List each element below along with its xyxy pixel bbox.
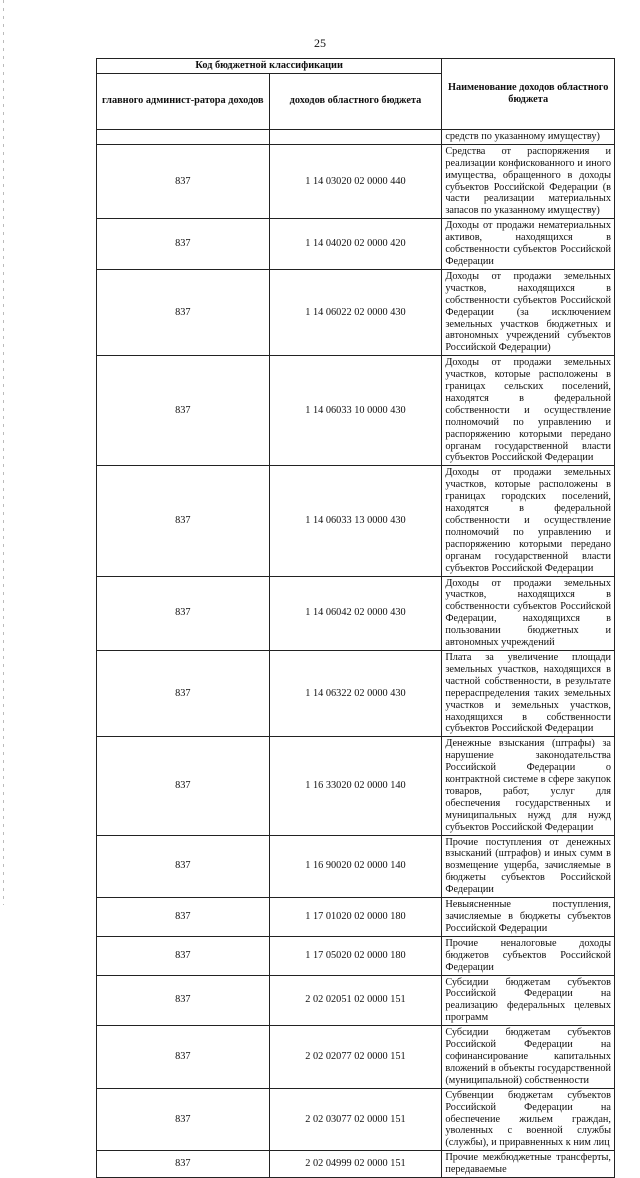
admin-code-cell: 837	[97, 650, 270, 736]
income-name-cell: Средства от распоряжения и реализации конфискованного и иного имущества, обращенного в доходы субъектов Российской Федерации (в части реализации материальных запасов по указанному имуществу)	[442, 144, 615, 218]
income-code-cell: 2 02 02051 02 0000 151	[269, 975, 442, 1026]
income-code-cell: 2 02 04999 02 0000 151	[269, 1151, 442, 1178]
table-row	[97, 835, 615, 898]
table-row	[97, 1088, 615, 1151]
income-name-cell: Прочие неналоговые доходы бюджетов субъектов Российской Федерации	[442, 936, 615, 975]
table-row	[97, 975, 615, 1026]
admin-code-cell: 837	[97, 1151, 270, 1178]
admin-code-cell: 837	[97, 576, 270, 650]
table-row	[97, 466, 615, 576]
income-name-cell: Доходы от продажи нематериальных активов, находящихся в собственности субъектов Российской Федерации	[442, 219, 615, 270]
admin-code-cell: 837	[97, 269, 270, 355]
income-name-cell: Доходы от продажи земельных участков, которые расположены в границах сельских поселений, находятся в федеральной собственности и осуществление полномочий по управлению и распоряжению которыми передано органам государственной власти субъектов Российской Федерации	[442, 356, 615, 466]
income-code-cell: 1 16 90020 02 0000 140	[269, 835, 442, 898]
income-code-cell: 1 14 06033 10 0000 430	[269, 356, 442, 466]
income-name-cell: Доходы от продажи земельных участков, находящихся в собственности субъектов Российской Федерации (за исключением земельных участков бюджетных и автономных учреждений субъектов Российской Федерации)	[442, 269, 615, 355]
income-name-cell: Прочие межбюджетные трансферты, передаваемые	[442, 1151, 615, 1178]
admin-code-cell: 837	[97, 219, 270, 270]
admin-code-cell: 837	[97, 356, 270, 466]
income-name-cell: Прочие поступления от денежных взысканий (штрафов) и иных сумм в возмещение ущерба, зачисляемые в бюджеты субъектов Российской Федерации	[442, 835, 615, 898]
budget-classification-table	[96, 58, 615, 1178]
income-name-cell: Невыясненные поступления, зачисляемые в бюджеты субъектов Российской Федерации	[442, 898, 615, 937]
table-row	[97, 129, 615, 144]
income-code-cell: 1 14 04020 02 0000 420	[269, 219, 442, 270]
table-row	[97, 219, 615, 270]
income-name-cell: Субвенции бюджетам субъектов Российской Федерации на обеспечение жильем граждан, уволенных с военной службы (службы), и приравненных к ним лиц	[442, 1088, 615, 1151]
income-name-cell: Субсидии бюджетам субъектов Российской Федерации на реализацию федеральных целевых программ	[442, 975, 615, 1026]
table-row	[97, 1026, 615, 1089]
income-name-cell: Плата за увеличение площади земельных участков, находящихся в частной собственности, в результате перераспределения таких земельных участков и земельных участков, находящихся в собственности субъектов Российской Федерации	[442, 650, 615, 736]
admin-code-cell: 837	[97, 737, 270, 835]
income-name-cell: средств по указанному имуществу)	[442, 129, 615, 144]
admin-code-cell: 837	[97, 835, 270, 898]
header-income-column: доходов областного бюджета	[269, 73, 442, 129]
header-group-budget-code: Код бюджетной классификации	[97, 59, 442, 74]
table-row	[97, 1151, 615, 1178]
income-name-cell: Денежные взыскания (штрафы) за нарушение законодательства Российской Федерации о контрактной системе в сфере закупок товаров, работ, услуг для обеспечения государственных и муниципальных нужд для нужд субъектов Российской Федерации	[442, 737, 615, 835]
income-code-cell: 1 14 06042 02 0000 430	[269, 576, 442, 650]
header-name-column: Наименование доходов областного бюджета	[442, 59, 615, 130]
table-row	[97, 144, 615, 218]
header-admin-column: главного админист-ратора доходов	[97, 73, 270, 129]
admin-code-cell	[97, 129, 270, 144]
table-row	[97, 269, 615, 355]
table-row	[97, 737, 615, 835]
admin-code-cell: 837	[97, 466, 270, 576]
income-code-cell: 1 16 33020 02 0000 140	[269, 737, 442, 835]
income-code-cell	[269, 129, 442, 144]
table-row	[97, 650, 615, 736]
income-code-cell: 1 17 01020 02 0000 180	[269, 898, 442, 937]
page-number: 25	[314, 36, 326, 50]
income-code-cell: 1 14 06022 02 0000 430	[269, 269, 442, 355]
income-name-cell: Субсидии бюджетам субъектов Российской Федерации на софинансирование капитальных вложений в объекты государственной (муниципальной) собственности	[442, 1026, 615, 1089]
admin-code-cell: 837	[97, 1088, 270, 1151]
income-code-cell: 2 02 02077 02 0000 151	[269, 1026, 442, 1089]
income-name-cell: Доходы от продажи земельных участков, которые расположены в границах городских поселений, находятся в федеральной собственности и осуществление полномочий по управлению и распоряжению которыми передано органам государственной власти субъектов Российской Федерации	[442, 466, 615, 576]
table-row	[97, 356, 615, 466]
income-code-cell: 1 14 06033 13 0000 430	[269, 466, 442, 576]
income-code-cell: 1 14 06322 02 0000 430	[269, 650, 442, 736]
income-code-cell: 1 14 03020 02 0000 440	[269, 144, 442, 218]
table-row	[97, 936, 615, 975]
income-code-cell: 2 02 03077 02 0000 151	[269, 1088, 442, 1151]
admin-code-cell: 837	[97, 975, 270, 1026]
income-name-cell: Доходы от продажи земельных участков, находящихся в собственности субъектов Российской Федерации, находящихся в пользовании бюджетных и автономных учреждений	[442, 576, 615, 650]
table-row	[97, 898, 615, 937]
admin-code-cell: 837	[97, 144, 270, 218]
admin-code-cell: 837	[97, 936, 270, 975]
scan-edge-artifact	[3, 0, 4, 905]
table-body	[97, 129, 615, 1177]
income-code-cell: 1 17 05020 02 0000 180	[269, 936, 442, 975]
admin-code-cell: 837	[97, 898, 270, 937]
table-row	[97, 576, 615, 650]
admin-code-cell: 837	[97, 1026, 270, 1089]
